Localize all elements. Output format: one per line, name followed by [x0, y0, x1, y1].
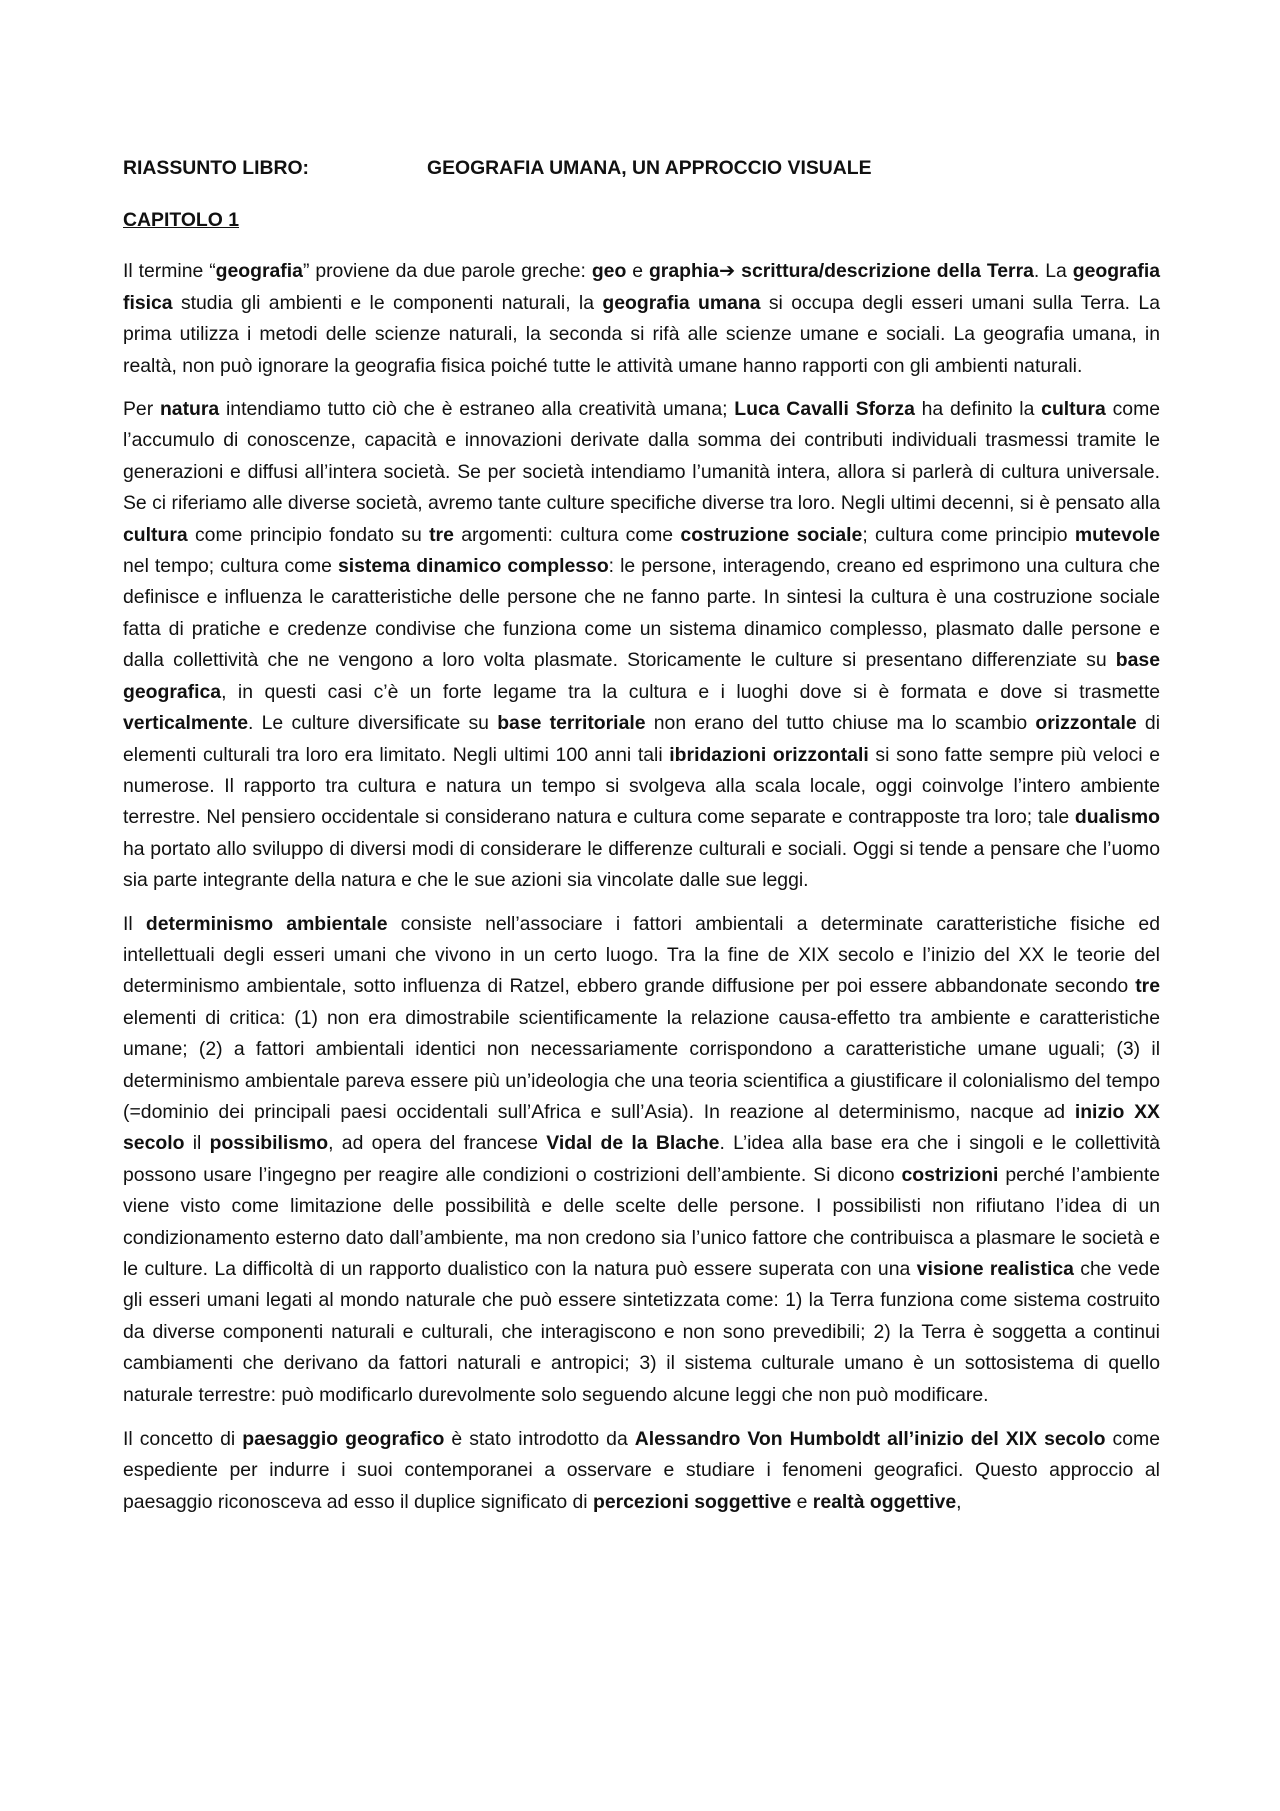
- bold-term: paesaggio geografico: [242, 1428, 445, 1451]
- bold-term: dualismo: [1074, 806, 1160, 829]
- text-run: Il concetto di: [123, 1428, 243, 1451]
- text-run: è stato introdotto da: [444, 1428, 635, 1451]
- bold-term: geografia fisica: [123, 260, 1161, 314]
- bold-term: inizio XX secolo: [123, 1100, 1160, 1155]
- document-header: [123, 153, 1160, 184]
- bold-term: base geografica: [123, 649, 1160, 703]
- text-run: il: [184, 1132, 210, 1155]
- bold-term: base territoriale: [497, 712, 646, 735]
- text-run: ” proviene da due parole greche:: [302, 260, 592, 283]
- text-run: Il: [123, 912, 146, 935]
- paragraph: [123, 909, 1160, 1412]
- bold-term: verticalmente: [123, 712, 249, 735]
- text-run: Il termine “: [123, 260, 216, 283]
- text-run: ,: [956, 1490, 962, 1513]
- bold-term: costrizioni: [901, 1163, 999, 1186]
- text-run: perché l’ambiente viene visto come limitazione delle possibilità e delle scelte delle persone. I possibilisti non rifiutano l’idea di un condizionamento esterno dato dall’ambiente, ma non credono sia l’unico fattore che contribuisca a plasmare le società e le culture. La difficoltà di un rapporto dualistico con la natura può essere superata con una: [123, 1163, 1160, 1280]
- bold-term: orizzontale: [1035, 712, 1137, 735]
- text-run: ha portato allo sviluppo di diversi modi di considerare le differenze culturali e sociali. Oggi si tende a pensare che l’uomo sia parte integrante della natura e che le sue azioni sia vincolate dalle sue leggi.: [123, 837, 1160, 892]
- bold-term: natura: [159, 398, 220, 421]
- paragraph: [123, 256, 1160, 382]
- text-run: si occupa degli esseri umani sulla Terra. La prima utilizza i metodi delle scienze naturali, la seconda si rifà alle scienze umane e sociali. La geografia umana, in realtà, non può ignorare la geografia fisica poiché tutte le attività umane hanno rapporti con gli ambienti naturali.: [123, 291, 1160, 377]
- text-run: , in questi casi c’è un forte legame tra la cultura e i luoghi dove si è formata e dove si trasmette: [221, 680, 1160, 703]
- bold-term: scrittura/descrizione della Terra: [741, 260, 1034, 283]
- bold-term: cultura: [1041, 398, 1106, 421]
- bold-term: ➔: [718, 260, 742, 283]
- bold-term: Alessandro Von Humboldt all’inizio del XIX secolo: [634, 1428, 1106, 1451]
- paragraph: [123, 1424, 1160, 1518]
- text-run: . L’idea alla base era che i singoli e le collettività possono usare l’ingegno per reagire alle condizioni o costrizioni dell’ambiente. Si dicono: [123, 1132, 1160, 1186]
- text-run: consiste nell’associare i fattori ambientali a determinate caratteristiche fisiche ed intellettuali degli esseri umani che vivono in un certo luogo. Tra la fine de XIX secolo e l’inizio del XX le teorie del determinismo ambientale, sotto influenza di Ratzel, ebbero grande diffusione per poi essere abbandonate secondo: [123, 912, 1160, 998]
- text-run: non erano del tutto chiuse ma lo scambio: [645, 712, 1036, 735]
- bold-term: ibridazioni orizzontali: [669, 743, 869, 766]
- text-run: come l’accumulo di conoscenze, capacità e innovazioni derivate dalla somma dei contributi individuali trasmessi tramite le generazioni e diffusi all’intera società. Se per società intendiamo l’umanità intera, allora si parlerà di cultura universale. Se ci riferiamo alle diverse società, avremo tante culture specifiche diverse tra loro. Negli ultimi decenni, si è pensato alla: [123, 398, 1161, 515]
- text-run: : le persone, interagendo, creano ed esprimono una cultura che definisce e influenza le caratteristiche delle persone che ne fanno parte. In sintesi la cultura è una costruzione sociale fatta di pratiche e credenze condivise che funziona come un sistema dinamico complesso, plasmato dalle persone e dalla collettività che ne vengono a loro volta plasmate. Storicamente le culture si presentano differenziate su: [123, 555, 1160, 672]
- bold-term: percezioni soggettive: [592, 1490, 792, 1513]
- paragraph: [123, 394, 1160, 897]
- text-run: come espediente per indurre i suoi contemporanei a osservare e studiare i fenomeni geografici. Questo approccio al paesaggio riconosceva ad esso il duplice significato di: [123, 1428, 1160, 1513]
- bold-term: geografia: [215, 260, 303, 283]
- header-left-title: RIASSUNTO LIBRO:: [123, 157, 310, 179]
- bold-term: determinismo ambientale: [145, 912, 388, 935]
- text-run: , ad opera del francese: [328, 1132, 547, 1155]
- bold-term: visione realistica: [916, 1258, 1074, 1280]
- document-page: [123, 153, 1160, 1518]
- chapter-heading: CAPITOLO 1: [123, 209, 240, 231]
- bold-term: cultura: [123, 523, 188, 546]
- header-book-title: GEOGRAFIA UMANA, UN APPROCCIO VISUALE: [427, 157, 872, 179]
- text-run: . La: [1033, 260, 1073, 283]
- bold-term: geo: [591, 260, 627, 283]
- text-run: nel tempo; cultura come: [123, 555, 338, 578]
- text-run: e: [626, 260, 649, 283]
- text-run: . Le culture diversificate su: [248, 712, 498, 735]
- bold-term: Luca Cavalli Sforza: [734, 398, 915, 421]
- text-run: di elementi culturali tra loro era limitato. Negli ultimi 100 anni tali: [123, 712, 1161, 766]
- text-run: e: [791, 1490, 813, 1513]
- text-run: si sono fatte sempre più veloci e numerose. Il rapporto tra cultura e natura un tempo si svolgeva alla scala locale, oggi coinvolge l’intero ambiente terrestre. Nel pensiero occidentale si considerano natura e cultura come separate e contrapposte tra loro; tale: [123, 743, 1161, 829]
- text-run: argomenti: cultura come: [453, 523, 681, 546]
- bold-term: tre: [1135, 975, 1160, 998]
- text-run: come principio fondato su: [187, 523, 430, 546]
- text-run: elementi di critica: (1) non era dimostrabile scientificamente la relazione causa-effetto tra ambiente e caratteristiche umane; (2) a fattori ambientali identici non necessariamente corrispondono a caratteristiche umane uguali; (3) il determinismo ambientale pareva essere più un’ideologia che una teoria scientifica a giustificare il colonialismo del tempo (=dominio dei principali paesi occidentali sull’Africa e sull’Asia). In reazione al determinismo, nacque ad: [123, 1006, 1160, 1123]
- text-run: ha definito la: [914, 398, 1042, 421]
- bold-term: sistema dinamico complesso: [337, 555, 609, 578]
- bold-term: Vidal de la Blache: [546, 1132, 720, 1155]
- text-run: studia gli ambienti e le componenti naturali, la: [172, 291, 603, 314]
- bold-term: tre: [429, 523, 454, 546]
- text-run: intendiamo tutto ciò che è estraneo alla creatività umana;: [219, 398, 735, 421]
- text-run: che vede gli esseri umani legati al mondo naturale che può essere sintetizzata come: 1) la Terra funziona come sistema costruito da diverse componenti naturali e culturali, che interagiscono e non sono prevedibili; 2) la Terra è soggetta a continui cambiamenti che derivano da fattori naturali e antropici; 3) il sistema culturale umano è un sottosistema di quello naturale terrestre: può modificarlo durevolmente solo seguendo alcune leggi che non può modificare.: [123, 1258, 1160, 1406]
- text-run: ; cultura come principio: [862, 523, 1075, 546]
- text-run: Per: [123, 398, 160, 421]
- bold-term: geografia umana: [602, 291, 761, 314]
- bold-term: costruzione sociale: [680, 523, 863, 546]
- bold-term: mutevole: [1074, 523, 1160, 546]
- bold-term: graphia: [648, 260, 719, 283]
- bold-term: realtà oggettive: [812, 1490, 957, 1513]
- bold-term: possibilismo: [209, 1132, 329, 1155]
